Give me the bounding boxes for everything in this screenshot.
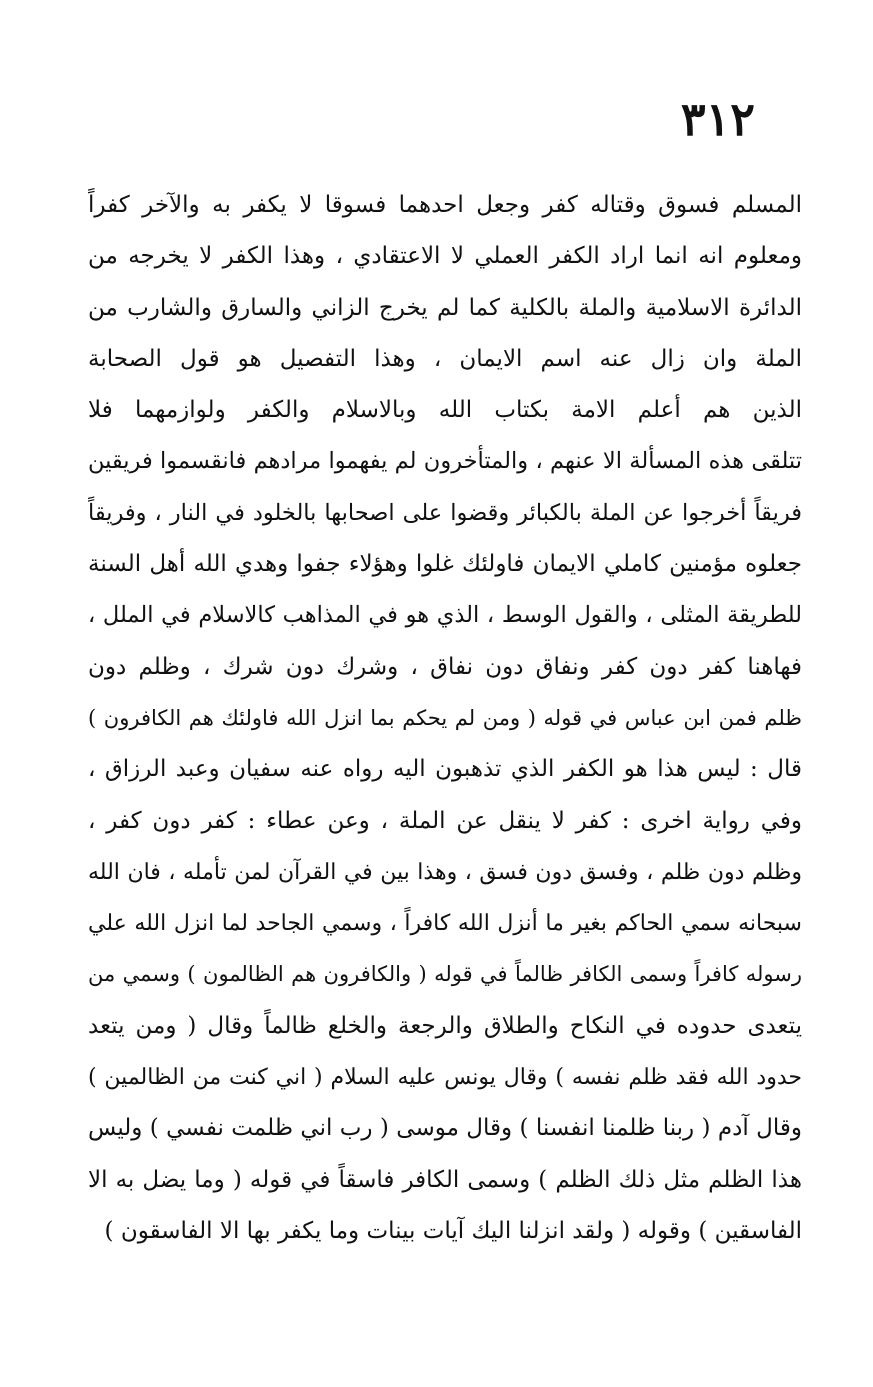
text-line: يتعدى حدوده في النكاح والطلاق والرجعة والخلع ظالماً وقال ( ومن يتعد (88, 1012, 802, 1039)
text-line: حدود الله فقد ظلم نفسه ) وقال يونس عليه السلام ( اني كنت من الظالمين ) (88, 1065, 802, 1091)
body-text (88, 180, 802, 1257)
text-line: وقال آدم ( ربنا ظلمنا انفسنا ) وقال موسى ( رب اني ظلمت نفسي ) وليس (88, 1115, 802, 1142)
text-line: الدائرة الاسلامية والملة بالكلية كما لم يخرج الزاني والسارق والشارب من (88, 294, 802, 321)
page-number: ٣١٢ (680, 92, 755, 146)
text-line: وفي رواية اخرى : كفر لا ينقل عن الملة ، وعن عطاء : كفر دون كفر ، (88, 807, 802, 834)
text-line: جعلوه مؤمنين كاملي الايمان فاولئك غلوا وهؤلاء جفوا وهدي الله أهل السنة (88, 551, 802, 578)
text-line: الملة وان زال عنه اسم الايمان ، وهذا التفصيل هو قول الصحابة (88, 345, 802, 372)
text-line: سبحانه سمي الحاكم بغير ما أنزل الله كافراً ، وسمي الجاحد لما انزل الله علي (88, 911, 802, 937)
text-line: وظلم دون ظلم ، وفسق دون فسق ، وهذا بين في القرآن لمن تأمله ، فان الله (88, 859, 802, 885)
text-line: للطريقة المثلى ، والقول الوسط ، الذي هو في المذاهب كالاسلام في الملل ، (88, 602, 802, 629)
text-line: ظلم فمن ابن عباس في قوله ( ومن لم يحكم بما انزل الله فاولئك هم الكافرون ) (88, 705, 802, 730)
text-line: ومعلوم انه انما اراد الكفر العملي لا الاعتقادي ، وهذا الكفر لا يخرجه من (88, 243, 802, 270)
text-line: قال : ليس هذا هو الكفر الذي تذهبون اليه رواه عنه سفيان وعبد الرزاق ، (88, 756, 802, 783)
text-line: المسلم فسوق وقتاله كفر وجعل احدهما فسوقا لا يكفر به والآخر كفراً (88, 192, 802, 218)
text-line: فريقاً أخرجوا عن الملة بالكبائر وقضوا على اصحابها بالخلود في النار ، وفريقاً (88, 499, 802, 526)
text-line: الذين هم أعلم الامة بكتاب الله وبالاسلام والكفر ولوازمهما فلا (88, 397, 802, 424)
text-line: هذا الظلم مثل ذلك الظلم ) وسمى الكافر فاسقاً في قوله ( وما يضل به الا (88, 1166, 802, 1193)
text-line: الفاسقين ) وقوله ( ولقد انزلنا اليك آيات بينات وما يكفر بها الا الفاسقون ) (104, 1217, 802, 1244)
text-line: فهاهنا كفر دون كفر ونفاق دون نفاق ، وشرك دون شرك ، وظلم دون (88, 653, 802, 680)
text-line: تتلقى هذه المسألة الا عنهم ، والمتأخرون لم يفهموا مرادهم فانقسموا فريقين (88, 448, 802, 475)
text-line: رسوله كافراً وسمى الكافر ظالماً في قوله ( والكافرون هم الظالمون ) وسمي من (88, 962, 802, 987)
